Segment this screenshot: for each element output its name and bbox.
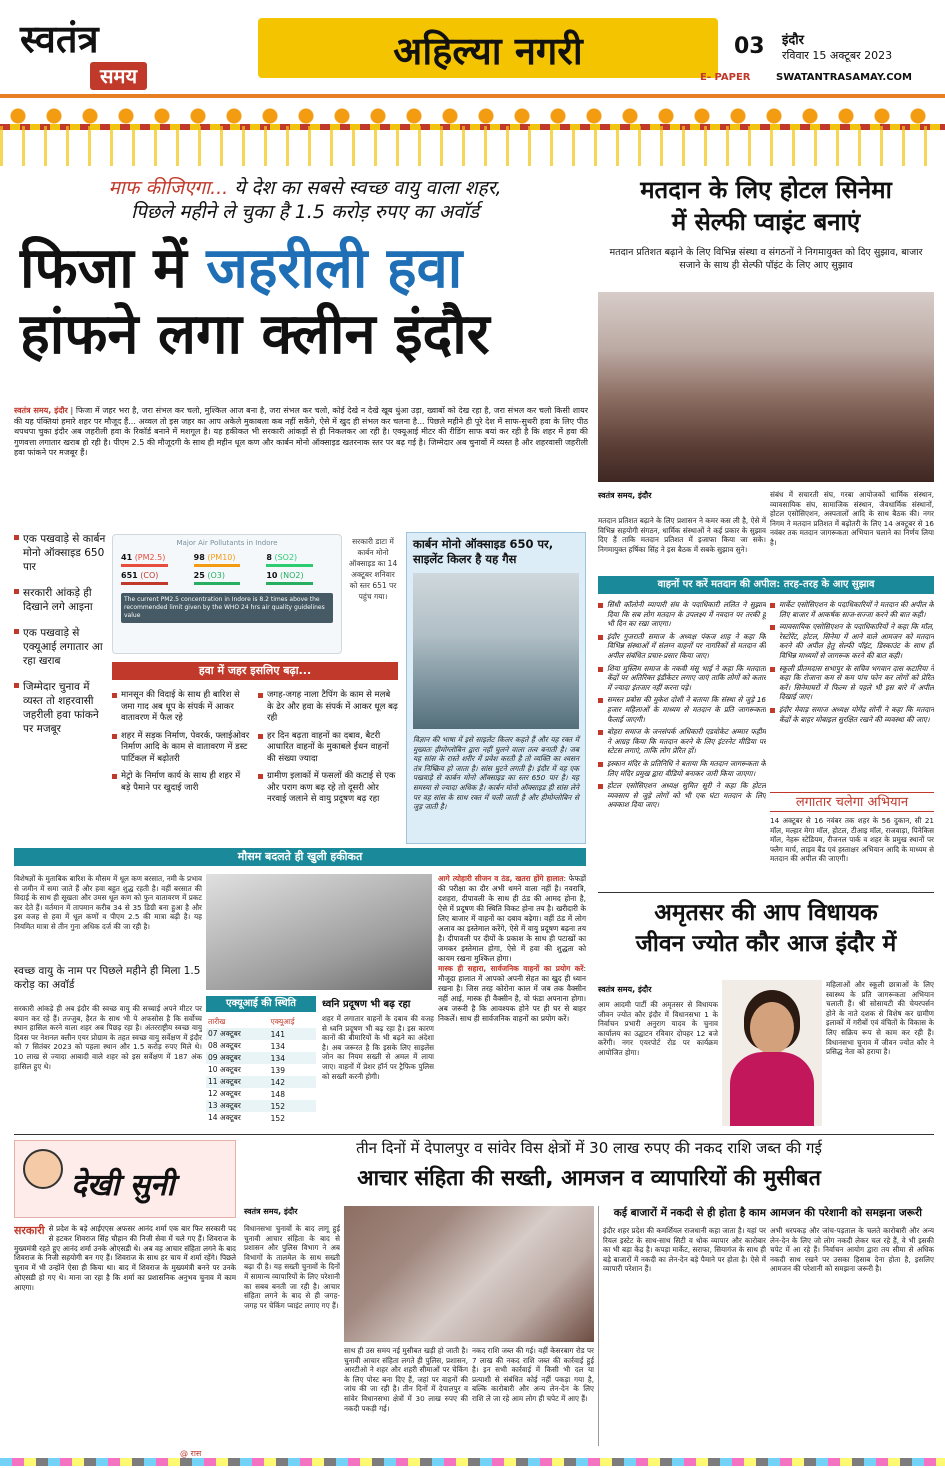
table-row: 14 अक्टूबर 152 (208, 1113, 285, 1123)
print-color-strip (0, 1458, 945, 1466)
harmful-bar: हवा में जहर इसलिए बढ़ा... (112, 662, 398, 680)
lead-kicker (30, 176, 580, 224)
suggestion-item: इस्कान मंदिर के प्रतिनिधि ने बताया कि मतदान जागरूकता के लिए मंदिर प्रमुख द्वारा वीडियो बनाकर जारी किया जाएगा। (598, 759, 766, 778)
pollutant-pm25: 41 (PM2.5) (121, 553, 188, 567)
appeal-bar: वाहनों पर करें मतदान की अपील: तरह-तरह के आए सुझाव (598, 576, 934, 594)
suggestion-item: होटल एसोसिएशन अध्यक्ष सुमित सूरी ने कहा कि होटल व्यवसाय से जुड़े लोगों को भी एक घंटा मतदान के लिए अवकाश दिया जाए। (598, 781, 766, 810)
election-headline (598, 174, 934, 238)
election-deck: मतदान प्रतिशत बढ़ाने के लिए विभिन्न संस्था व संगठनों ने निगमायुक्त को दिए सुझाव, बाजार सजाने के साथ ही सेल्फी पॉइंट के लिए आए सुझाव (609, 247, 923, 271)
public-box-body: अभी धरपकड़ और जांच-पड़ताल के चलते कारोबारी और अन्य लेन-देन के लिए जो लोग नकदी लेकर चल रहे हैं, वे भी इसकी चपेट में आ रहे हैं। निर्वाचन आयोग द्वारा तय सीमा से अधिक नकदी साथ रखने पर उसका हिसाब देना होता है, इसलिए आमजन की परेशानी को समझना जरूरी है। (770, 1226, 934, 1274)
masthead (0, 0, 945, 170)
headline-line2: हांफने लगा क्लीन इंदौर (20, 302, 490, 367)
cartoon-icon (23, 1149, 63, 1189)
campaign-text: 14 अक्टूबर से 16 नवंबर तक शहर के 56 दुकान, सी 21 मॉल, मल्हार मेगा मॉल, होटल, टीआइ मॉल, राजवाड़ा, पिनेकिस मॉल, नेहरू स्टेडियम, रीजनल पार्क व शहर के प्रमुख स्थानों पर फ्लैग मार्च, लाइव बैंड एवं हस्ताक्षर अभियान आदि के माध्यम से मतदान की अपील की जाएगी। (770, 816, 934, 864)
reason-item: हर दिन बढ़ता वाहनों का दबाव, बैटरी आधारित वाहनों के मुकाबले ईंधन वाहनों की संख्या ज्यादा (258, 731, 398, 766)
aqi-side-caption: सरकारी डाटा में कार्बन मोनो ऑक्साइड का 14 अक्टूबर शनिवार को स्तर 651 पर पहुंच गया। (348, 537, 398, 601)
lead-byline: स्वतंत्र समय, इंदौर (14, 406, 68, 415)
mla-body1: आम आदमी पार्टी की अमृतसर से विधायक जीवन ज्योत कौर इंदौर में विधानसभा 1 के निर्वाचन प्रभारी अनुराग यादव के चुनाव कार्यालय का उद्घाटन रविवार दोपहर 12 बजे करेंगी। नगर एयरपोर्ट रोड पर कार्यक्रम आयोजित होगा। (598, 1000, 718, 1057)
table-row: 12 अक्टूबर 148 (208, 1089, 285, 1099)
suggestion-item: बोहरा समाज के जनसंपर्क अधिकारी एडवोकेट अम्मार फहीम ने आग्रह किया कि मतदान करने के लिए इंटरनेट मीडिया पर स्टेटस लगाएं, ताकि लोग प्रेरित हों। (598, 727, 766, 756)
mla-divider (598, 892, 934, 893)
reason-item: शहर में सड़क निर्माण, पेवरर्क, फ्लाईओवर निर्माण आदि के काम से वातावरण में डस्ट पार्टिकल में बढ़ोतरी (112, 731, 252, 766)
masthead-logo (20, 18, 180, 98)
aqi-grid (113, 547, 341, 591)
election-body2: संबंध में सचारती संघ, गरबा आयोजकों धार्मिक संस्थान, व्यावसायिक संघ, सामाजिक संस्थान, जैवधार्मिक संस्थानों, होटल एसोसिएशन, अस्पतालों आदि के साथ बैठक की। नगर निगम ने मतदान प्रतिशत में बढ़ोतरी के लिए 14 अक्टूबर से 16 नवंबर तक मतदान जागरूकता अभियान चलाने का निर्णय लिया है। (770, 490, 934, 547)
festival-text: फेफड़ों की परीक्षा का दौर अभी थमने वाला नहीं है। नवरात्रि, दशहरा, दीपावली के साथ ही ठंड की आमद होना है, ऐसे में प्रदूषण की स्थिति विकट होना तय है। खरीदारी के लिए बाजार में वाहनों का दबाव बढ़ेगा। वहीं ठंड में लोग अलाव का इस्तेमाल करेंगे, ऐसे में वायु प्रदूषण बढ़ना तय है। दीपावली पर दीयों के प्रकाश के साथ ही पटाखों का जमकर इस्तेमाल होगा, ऐसे में हवा की शुद्धता को कायम रखना मुश्किल होगा। (438, 874, 586, 963)
co-box (406, 532, 586, 844)
mla-headline (598, 898, 934, 960)
cash-box-title: कई बाजारों में नकदी से ही होता है काम (613, 1207, 766, 1219)
festival-head: आगे त्योहारी सीजन व ठंड, खतरा होंगे हालात (438, 874, 564, 883)
mla-head2: जीवन ज्योत कौर आज इंदौर में (635, 931, 897, 957)
aqi-widget (112, 534, 342, 654)
seizure-col3: नकद राशि जब्त की गई। वहीं केसरबाग रोड पर 7 लाख की नकद राशि जब्त की कार्रवाई हुई है। इन सभी कार्रवाई में किसी भी दल या प्रत्याशी से संबंधित कोई नहीं पकड़ा गया है, बल्कि कारोबारी और अन्य लेन-देन के लिए राशि ले जा रहे आम लोग ही चपेट में आए हैं। (472, 1346, 594, 1403)
award-subhead: स्वच्छ वायु के नाम पर पिछले महीने ही मिला 1.5 करोड़ का अवॉर्ड (14, 965, 201, 991)
table-row: 13 अक्टूबर 152 (206, 1100, 316, 1112)
masthead-date: रविवार 15 अक्टूबर 2023 (782, 49, 893, 62)
table-row: 08 अक्टूबर 134 (208, 1041, 285, 1051)
table-row: 09 अक्टूबर 134 (206, 1052, 316, 1064)
mask-head: मास्क ही सहारा, सार्वजनिक वाहनों का प्रयोग करें (438, 964, 584, 973)
lead-body: स्वतंत्र समय, इंदौर | फिजा में जहर भरा है, जरा संभल कर चलो, मुश्किल आज बना है, जरा संभल कर चलो, कोई देखे न देखे खूब धुंआ उड़ा, ख्वाबों को देख रहा है, जरा संभल कर चलो किसी शायर की यह पंक्तियां हमारे शहर पर मौजूद हैं... अव्वल तो इस जहर का आप अकेले मुकाबला कब नहीं सकेंगे, ऐसे में खुद ही संभल कर चलना है... पिछले महीने ही पूरे देश में साफ-सुथरी हवा के लिए पीठ थपथपा चुका इंदौर अब जहरीली हवा के रिकॉर्ड बनाने में मशगूल है। यह हकीकत भी सरकारी आंकड़ों से ही निकलकर आ रही है। एक्यूआई मीटर की रीडिंग साफ बयां कर रही है कि शहर में हवा की गुणवत्ता लगातार खराब हो रही है। पीएम 2.5 की मौजूदगी के साथ ही महीन धूल कण और कार्बन मोनो ऑक्साइड खतरनाक स्तर पर बढ़ गई है। जिम्मेदार अब चुनावों में व्यस्त है और शहरवासी जहरीली हवा फांकने पर मजबूर हैं। (14, 406, 588, 457)
pollutant-pm10: 98 (PM10) (194, 553, 261, 567)
dust-photo (206, 874, 432, 990)
table-row: 10 अक्टूबर 139 (208, 1065, 285, 1075)
aqi-table-head: तारीख एक्यूआई (208, 1017, 295, 1026)
sidebar-point: एक पखवाड़े से कार्बन मोनो ऑक्साइड 650 पार (14, 532, 106, 574)
mla-body2: महिलाओं और स्कूली छात्राओं के लिए स्वास्थ्य के प्रति जागरूकता अभियान चलाती हैं। श्री सोसायटी की चेयरपर्सन होने के नाते दशक से विशेष कर ग्रामीण इलाकों में गरीबों एवं वंचितों के विकास के लिए सक्रिय रूप से काम कर रही हैं। विधानसभा चुनाव में जीवन ज्योत कौर ने प्रसिद्ध नेता को हराया है। (826, 980, 934, 1057)
noise-head: ध्वनि प्रदूषण भी बढ़ रहा (322, 999, 411, 1010)
seizure-byline: स्वतंत्र समय, इंदौर (244, 1207, 298, 1216)
seizure-col2: साथ ही उस समय नई मुसीबत खड़ी हो जाती है। चुनावी आचार संहिता लगते ही पुलिस, प्रशासन, आरटीओ ने शहर और शहरी सीमाओं पर चेकिंग के लिए पोस्ट बना दिए हैं, जहां पर वाहनों की जांच की जा रही है। तीन दिनों में देपालपुर व सांवेर विधानसभा क्षेत्रों में 30 लाख रुपए की नकदी पकड़ी गई। (344, 1346, 468, 1413)
appeal-right (770, 600, 934, 790)
kicker-rest: ये देश का सबसे स्वच्छ वायु वाला शहर, (234, 177, 502, 199)
pollutant-o3: 25 (O3) (194, 571, 261, 585)
public-box-title: आमजन की परेशानी को समझना जरूरी (770, 1207, 922, 1219)
festival-box: आगे त्योहारी सीजन व ठंड, खतरा होंगे हालात: फेफड़ों की परीक्षा का दौर अभी थमने वाला नहीं है। नवरात्रि, दशहरा, दीपावली के साथ ही ठंड की आमद होना है, ऐसे में प्रदूषण की स्थिति विकट होना तय है। खरीदारी के लिए बाजार में वाहनों का दबाव बढ़ेगा। वहीं ठंड में लोग अलाव का इस्तेमाल करेंगे, ऐसे में वायु प्रदूषण बढ़ना तय है। दीपावली पर दीयों के प्रकाश के साथ ही पटाखों का जमकर इस्तेमाल होगा, ऐसे में हवा की शुद्धता को कायम रखना मुश्किल होगा। मास्क ही सहारा, सार्वजनिक वाहनों का प्रयोग करें: मौजूदा हालात में आपको अपनी सेहत का खुद ही ध्यान रखना है। जिस तरह कोरोना काल में जब तक वैक्सीन नहीं आई, मास्क ही वैक्सीन है, वो फंडा अपनाना होगा। अब जरूरी है कि आवश्यक होने पर ही घर से बाहर निकलें। साथ ही सार्वजनिक वाहनों का प्रयोग करें। (438, 874, 586, 1023)
portrait-face (750, 1002, 794, 1054)
election-body1: मतदान प्रतिशत बढ़ाने के लिए प्रशासन ने कमर कस ली है, ऐसे में विभिन्न सहयोगी संगठन, धार्मिक संस्थाओं ने कई प्रकार के सुझाव दिए हैं ताकि मतदान प्रतिशत में इजाफा किया जा सके। निगमायुक्त हर्षिका सिंह ने इस बैठक में सबके सुझाव सुने। (598, 516, 766, 554)
co-box-title: कार्बन मोनो ऑक्साइड 650 पर, साइलेंट किलर है यह गैस (413, 537, 554, 566)
public-box (770, 1206, 934, 1446)
logo-top: स्वतंत्र (20, 17, 99, 61)
kicker-red: माफ कीजिएगा... (108, 177, 229, 199)
suggestion-item: समस्त प्रबोस की मुकेश दोशी ने बताया कि संस्था से जुड़े 16 हजार महिलाओं के माध्यम से मतदान के प्रति जागरूकता फैलाई जाएगी। (598, 695, 766, 724)
co-box-body: विज्ञान की भाषा में इसे साइलेंट किलर कहते हैं और यह रक्त में मुख्यतः हीमोग्लोबिन द्वारा नहीं घुलने वाला तत्व बनाती है। जब यह सांस के रास्ते शरीर में प्रवेश करती है तो व्यक्ति का श्वसन तंत्र निष्क्रिय हो जाता है। सांस घुटने लगती है। इंदौर में यह एक पखवाड़े से कार्बन मोनो ऑक्साइड का स्तर 650 पार है। यह समस्या से ज्यादा अधिक है। कार्बन मोनो ऑक्साइड ही सांस लेने पर वह सांस के साथ रक्त में चली जाती है और हीमोग्लोबिन से जुड़ जाती है। (413, 735, 579, 812)
epaper-label[interactable]: E- PAPER (700, 72, 751, 83)
mask-text: मौजूदा हालात में आपको अपनी सेहत का खुद ही ध्यान रखना है। जिस तरह कोरोना काल में जब तक वैक्सीन नहीं आई, मास्क ही वैक्सीन है, वो फंडा अपनाना होगा। अब जरूरी है कि आवश्यक होने पर ही घर से बाहर निकलें। साथ ही सार्वजनिक वाहनों का प्रयोग करें। (438, 974, 586, 1023)
suggestion-item: व्यावसायिक एसोसिएशन के पदाधिकारियों ने कहा कि मॉल, रेस्टोरेंट, होटल, सिनेमा में आने वाले आमजन को मतदान करने की अपील हेतु सेल्फी पॉइंट, डिस्काउंट के साथ ही विभिन्न माध्यमों से जागरूक करने की बात कही। (770, 622, 934, 660)
masthead-city: इंदौर (782, 33, 804, 48)
seizure-headline: आचार संहिता की सख्ती, आमजन व व्यापारियों की मुसीबत (357, 1166, 821, 1191)
reason-item: मेट्रो के निर्माण कार्य के साथ ही शहर में बड़े पैमाने पर खुदाई जारी (112, 771, 252, 794)
suggestion-item: इंदौर मेवाड़ समाज अध्यक्ष योगेंद्र सोनी ने कहा कि मतदान केंद्रों के बाहर मोबाइल सुरक्षित रखने की व्यवस्था की जाए। (770, 705, 934, 724)
dekhi-suni-title: देखी सुनी (71, 1168, 175, 1203)
meeting-photo (598, 292, 934, 482)
aqi-table-bar: एक्यूआई की स्थिति (206, 996, 316, 1012)
harmful-left (112, 690, 252, 794)
logo-bottom: समय (90, 62, 147, 90)
reason-item: मानसून की विदाई के साथ ही बारिश से जमा गाद अब धूप के संपर्क में आकर वातावरण में फैल रहे (112, 690, 252, 725)
mla-head1: अमृतसर की आप विधायक (654, 900, 878, 926)
pollutant-so2: 8 (SO2) (266, 553, 333, 567)
portrait-dupatta (730, 1052, 814, 1126)
pollutant-no2: 10 (NO2) (266, 571, 333, 585)
cash-box-body: इंदौर शहर प्रदेश की कमर्शियल राजधानी कहा जाता है। यहां पर रियल इस्टेट के साथ-साथ सिटी व थोक व्यापार और कारोबार का भी बड़ा केंद्र है। कपड़ा मार्केट, सराफा, सियागंज के साथ ही बड़े बाजारों में नकदी का लेन-देन बड़े पैमाने पर होता है। ऐसे में व्यापारी परेशान हैं। (603, 1226, 766, 1274)
dekhi-suni-credit: @ रास (180, 1449, 202, 1458)
campaign-bar: लगातार चलेगा अभियान (770, 792, 934, 812)
table-row: 11 अक्टूबर 142 (206, 1076, 316, 1088)
suggestion-item: शिया मुस्लिम समाज के नकवी मंसू भाई ने कहा कि मतदाता केंद्रों पर अतिरिक्त इंडीकेटर लगाए जाएं ताकि लोगों को कतार में ज्यादा इंतजार नहीं करना पड़े। (598, 664, 766, 693)
suggestion-item: स्कूली प्रीतमदास सभापुर के सचिव भगवान दास कटारिया ने कहा कि रोजाना कम से कम पांच फोन कर लोगों को प्रेरित करें। सिनेमाघरों में फिल्म से पहले भी इस बारे में अपील दिखाई जाए। (770, 664, 934, 702)
noise-text: शहर में लगातार वाहनों के दबाव की वजह से ध्वनि प्रदूषण भी बढ़ रहा है। इस कारण कानों की बीमारियों के भी बढ़ने का अंदेशा है। अब जरूरत है कि इसके लिए साइलेंस जोन का नियम सख्ती से अमल में लाया जाए। वाहनों में प्रेशर हॉर्न पर ट्रैफिक पुलिस को सख्ती करनी होगी। (322, 1014, 434, 1081)
weather-col1b: सरकारी आंकड़े ही अब इंदौर की स्वच्छ वायु की सच्चाई अपने मीटर पर बयान कर रहे हैं। तज्जुब, हैरत के साथ भी ये अफसोस है कि सर्वोच्च स्थान हासिल करने वाला शहर अब पिछड़ रहा है। अंतरराष्ट्रीय स्वच्छ वायु दिवस पर नेशनल क्लीन एयर प्रोग्राम के तहत स्वच्छ वायु सर्वेक्षण में इंदौर को 7 सितंबर 2023 को पहला स्थान और 1.5 करोड़ रुपए मिले थे। 10 लाख से ज्यादा आबादी वाले शहर को इस सर्वेक्षण में 187 अंक हासिल हुए थे। (14, 1004, 202, 1071)
table-row: 07 अक्टूबर 141 (206, 1028, 316, 1040)
headline-b: जहरीली हवा (206, 236, 463, 301)
page-number: 03 (734, 34, 765, 59)
aqi-table (206, 1016, 316, 1124)
suggestion-item: मार्केट एसोसिएशन के पदाधिकारियों ने मतदान की अपील के लिए बाजार में आकर्षक साज-सज्जा करने की बात कही। (770, 600, 934, 619)
seizure-kicker: तीन दिनों में देपालपुर व सांवेर विस क्षेत्रों में 30 लाख रुपए की नकद राशि जब्त की गई (356, 1139, 822, 1157)
suggestion-item: सिंधी कॉलोनी व्यापारी संघ के पदाधिकारी ललित ने सुझाव दिया कि सब लोग मतदान के उपलक्ष्य में नवदान पर तरकी हूं भी दिन का रखा जाएगा। (598, 600, 766, 629)
aqi-note: The current PM2.5 concentration in Indore is 8.2 times above the recommended limit given by the WHO 24 hrs air quality guidelines value (121, 593, 333, 623)
reason-item: ग्रामीण इलाकों में फसलों की कटाई से एक और पराग कण बढ़ रहे तो दूसरी ओर नरवाई जलाने से वायु प्रदूषण बढ़ रहा (258, 771, 398, 806)
aqi-widget-title: Major Air Pollutants in Indore (176, 539, 278, 547)
appeal-left (598, 600, 766, 862)
election-head2: में सेल्फी प्वाइंट बनाएं (671, 208, 861, 236)
dekhi-suni-label: सरकारी (14, 1224, 45, 1237)
cash-photo (344, 1206, 594, 1342)
mla-byline: स्वतंत्र समय, इंदौर (598, 985, 652, 994)
weather-bar: मौसम बदलते ही खुली हकीकत (14, 848, 586, 866)
bottom-divider (14, 1134, 934, 1135)
headline-a: फिजा में (20, 236, 187, 301)
lead-text: फिजा में जहर भरा है, जरा संभल कर चलो, मुश्किल आज बना है, जरा संभल कर चलो, कोई देखे न देखे खूब धुंआ उड़ा, ख्वाबों को देख रहा है, जरा संभल कर चलो किसी शायर की यह पंक्तियां हमारे शहर पर मौजूद हैं... अव्वल तो इस जहर का आप अकेले मुकाबला कब नहीं सकेंगे, ऐसे में खुद ही संभल कर चलना है... पिछले महीने ही पूरे देश में साफ-सुथरी हवा के लिए पीठ थपथपा चुका इंदौर अब जहरीली हवा के रिकॉर्ड बनाने में मशगूल है। यह हकीकत भी सरकारी आंकड़ों से ही निकलकर आ रही है। एक्यूआई मीटर की रीडिंग साफ बयां कर रही है कि शहर में हवा की गुणवत्ता लगातार खराब हो रही है। पीएम 2.5 की मौजूदगी के साथ ही महीन धूल कण और कार्बन मोनो ऑक्साइड खतरनाक स्तर पर बढ़ गई है। जिम्मेदार अब चुनावों में व्यस्त है और शहरवासी जहरीली हवा फांकने पर मजबूर हैं। (14, 406, 588, 457)
pollutant-co: 651 (CO) (121, 571, 188, 585)
suggestion-item: इंदौर गुजराती समाज के अध्यक्ष पंकज शाह ने कहा कि विभिन्न संस्थाओं में संलग्न वाहनों पर नागरिकों से मतदान की अपील संबंधित प्रचार-प्रसार किया जाए। (598, 632, 766, 661)
weather-col1: विशेषज्ञों के मुताबिक बारिश के मौसम में धूल कण बरसात, नमी के प्रभाव से जमीन में समा जाते हैं और हवा बहुत शुद्ध रहती है। वहीं बरसात की विदाई के साथ ही सूखता और उमस धूल कण को फुन वातावरण में प्रकट कर देते हैं। वर्तमान में तापमान करीब 34 से 35 डिग्री बना हुआ है और इस वजह से हवा में धूल कणों व पीएम 2.5 की मात्रा बढ़ी है। यह नियमित मात्रा से तीन गुना अधिक दर्ज की जा रही है। (14, 874, 202, 931)
dekhi-suni-text (14, 1224, 236, 1446)
seizure-col1: विधानसभा चुनावों के बाद लागू हुई चुनावी आचार संहिता के बाद से प्रशासन और पुलिस विभाग ने अब विभागों के तालमेल के साथ सख्ती बढ़ा दी है। यह सख्ती चुनावों के दिनों में सामान्य व्यापारियों के लिए परेशानी का सबब बनती जा रही है। आचार संहिता लगने के बाद से ही जगह-जगह पर चेकिंग प्वाइंट लगाए गए हैं। (244, 1224, 340, 1310)
sidebar-point: एक पखवाड़े से एक्यूआई लगातार आ रहा खराब (14, 626, 106, 668)
dekhi-suni-logo (14, 1140, 236, 1218)
site-url[interactable]: SWATANTRASAMAY.COM (776, 72, 913, 83)
cash-box (598, 1206, 766, 1446)
lead-sidebar (14, 532, 106, 862)
garland-tassels (0, 126, 945, 166)
mla-portrait (722, 980, 822, 1126)
sidebar-point: सरकारी आंकड़े ही दिखाने लगे आइना (14, 586, 106, 614)
reason-item: जगह-जगह नाला टैपिंग के काम से मलबे के ढेर और हवा के संपर्क में आकर धूल बढ़ रही (258, 690, 398, 725)
harmful-right (258, 690, 398, 806)
election-byline: स्वतंत्र समय, इंदौर (598, 491, 652, 500)
election-head1: मतदान के लिए होटल सिनेमा (640, 176, 892, 204)
section-title: अहिल्या नगरी (393, 29, 583, 73)
dekhi-suni-body: से प्रदेश के बड़े आईएएस अफसर आनंद शर्मा एक बार फिर सरकारी पद से हटकर शिवराज सिंह चौहान की निजी सेवा में चले गए हैं। शिवराज के मुख्यमंत्री रहते हुए आनंद शर्मा उनके ओएसडी थे। अब वह आचार संहिता लगने के बाद शिवराज के निजी सहयोगी बन गए हैं। शिवराज के साथ हर चाय में शर्मा रहेंगे। पिछले चुनाव में भी उन्होंने ऐसा ही किया था। बाद में शिवराज के मुख्यमंत्री बनने पर उनके ओएसडी हो गए थे। माना जा रहा है कि शर्मा का प्रशासनिक अनुभव चुनाव में काम आएगा। (14, 1224, 236, 1292)
lead-headline (20, 236, 590, 368)
smoke-photo (413, 573, 579, 729)
kicker-line2: पिछले महीने ले चुका है 1.5 करोड़ रुपए का अवॉर्ड (131, 201, 479, 223)
sidebar-point: जिम्मेदार चुनाव में व्यस्त तो शहरवासी जहरीली हवा फांकने पर मजबूर (14, 680, 106, 736)
